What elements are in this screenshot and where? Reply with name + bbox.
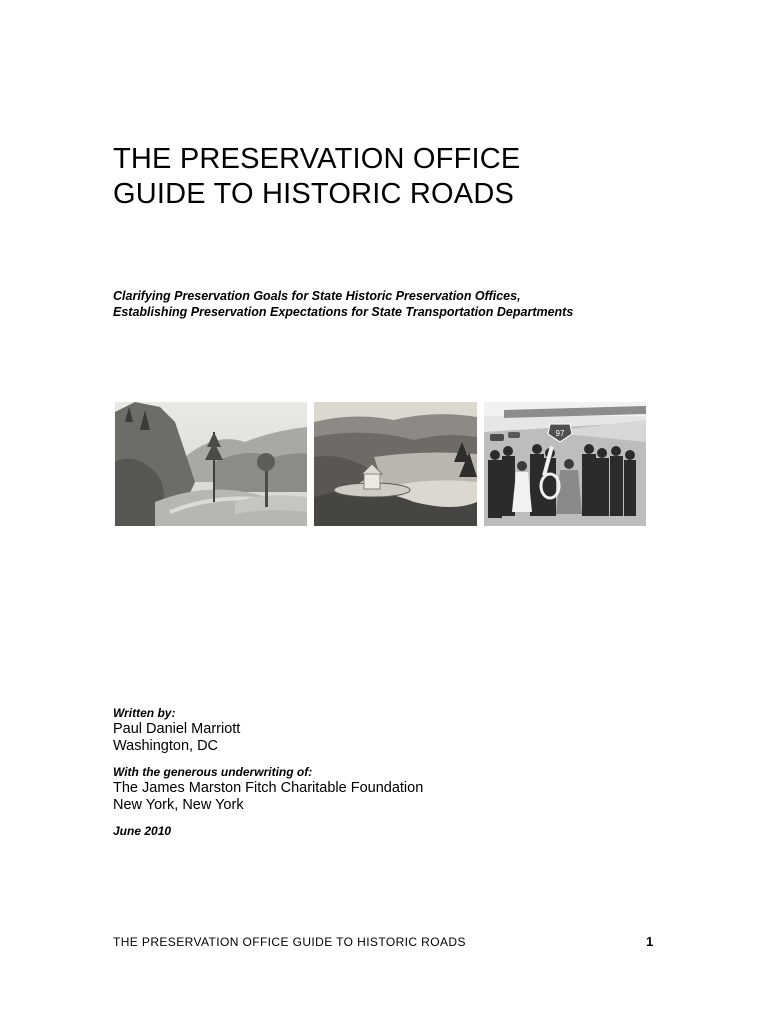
credits-block xyxy=(113,706,673,839)
publication-date: June 2010 xyxy=(113,824,172,838)
author-name: Paul Daniel Marriott xyxy=(113,721,241,737)
page-number: 1 xyxy=(646,934,654,949)
subtitle-line-1: Clarifying Preservation Goals for State Historic Preservation Offices, xyxy=(113,289,521,303)
title-line-1: THE PRESERVATION OFFICE xyxy=(113,143,521,175)
subtitle-line-2: Establishing Preservation Expectations for State Transportation Departments xyxy=(113,305,574,319)
landscape-engraving-image xyxy=(115,402,307,526)
river-gorge-overlook-image xyxy=(314,402,477,526)
photo-strip xyxy=(115,402,646,526)
sponsor-name: The James Marston Fitch Charitable Foundation xyxy=(113,780,424,796)
document-title xyxy=(113,142,673,212)
footer-title: THE PRESERVATION OFFICE GUIDE TO HISTORIC ROADS xyxy=(113,935,466,949)
highway-ceremony-image xyxy=(484,402,646,526)
title-line-2: GUIDE TO HISTORIC ROADS xyxy=(113,178,514,210)
author-location: Washington, DC xyxy=(113,738,219,754)
written-by-label: Written by: xyxy=(113,706,176,720)
underwriting-label: With the generous underwriting of: xyxy=(113,765,313,779)
interstate-sign-number: 97 xyxy=(555,429,565,438)
sponsor-location: New York, New York xyxy=(113,797,244,813)
document-subtitle xyxy=(113,288,713,320)
